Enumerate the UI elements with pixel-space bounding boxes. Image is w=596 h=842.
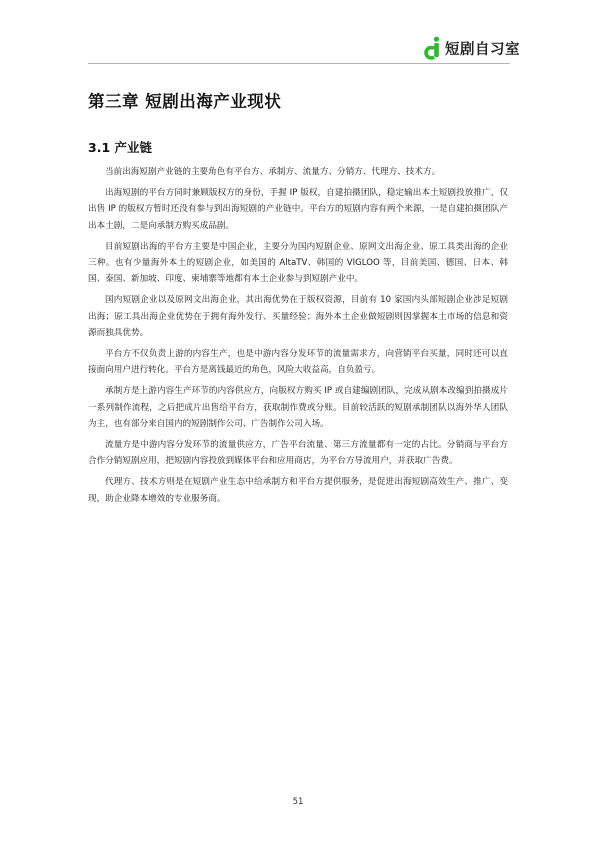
paragraph-traffic: 流量方是中游内容分发环节的流量供应方，广告平台流量、第三方流量都有一定的占比。分销商与平台方合作分销短剧应用，把短剧内容投放到媒体平台和应用商店，为平台方导流用户，并获取广告费。: [88, 440, 508, 467]
header-divider: [88, 63, 510, 64]
brand-logo: [423, 36, 520, 60]
brand-name: 短剧自习室: [445, 41, 520, 58]
brand-logo-icon: [423, 36, 441, 60]
paragraph-services: 代理方、技术方则是在短剧产业生态中给承制方和平台方提供服务，是促进出海短剧高效生产、推广、变现，助企业降本增效的专业服务商。: [88, 477, 508, 504]
chapter-title: 第三章 短剧出海产业现状: [88, 92, 282, 111]
paragraph-platform-role: 平台方不仅负责上游的内容生产，也是中游内容分发环节的流量需求方，向营销平台买量，同时还可以直接面向用户进行转化。平台方是离钱最近的角色，风险大收益高，自负盈亏。: [88, 349, 508, 376]
body-text: [88, 164, 508, 512]
paragraph-advantages: 国内短剧企业以及原网文出海企业，其出海优势在于版权资源，目前有 10 家国内头部短剧企业涉足短剧出海；原工具出海企业优势在于拥有海外发行、买量经验；海外本土企业做短剧则因掌握本土市场的信息和资源而独具优势。: [88, 295, 508, 338]
paragraph-platform-types: 目前短剧出海的平台方主要是中国企业，主要分为国内短剧企业、原网文出海企业、原工具类出海的企业三种。也有少量海外本土的短剧企业，如美国的 AltaTV、韩国的 VIGLOO 等，目前美国、德国、日本、韩国、泰国、新加坡、印度、柬埔寨等地都有本土企业参与到短剧产业中。: [88, 241, 508, 285]
paragraph-roles: 当前出海短剧产业链的主要角色有平台方、承制方、流量方、分销方、代理方、技术方。: [105, 167, 441, 177]
section-title: 3.1 产业链: [88, 140, 152, 155]
paragraph-producers: 承制方是上游内容生产环节的内容供应方，向版权方购买 IP 或自建编剧团队，完成从剧本改编到拍摄成片一系列制作流程，之后把成片出售给平台方，获取制作费或分账。目前较活跃的短剧承制团队以海外华人团队为主，也有部分来自国内的短剧制作公司、广告制作公司入场。: [88, 386, 508, 429]
paragraph-platform-copyright: 出海短剧的平台方同时兼顾版权方的身份，手握 IP 版权，自建拍摄团队，稳定输出本土短剧投放推广，仅出售 IP 的版权方暂时还没有参与到出海短剧的产业链中。平台方的短剧内容有两个来源，一是自建拍摄团队产出本土剧，二是向承制方购买成品剧。: [88, 188, 508, 231]
page-number: 51: [292, 797, 304, 807]
